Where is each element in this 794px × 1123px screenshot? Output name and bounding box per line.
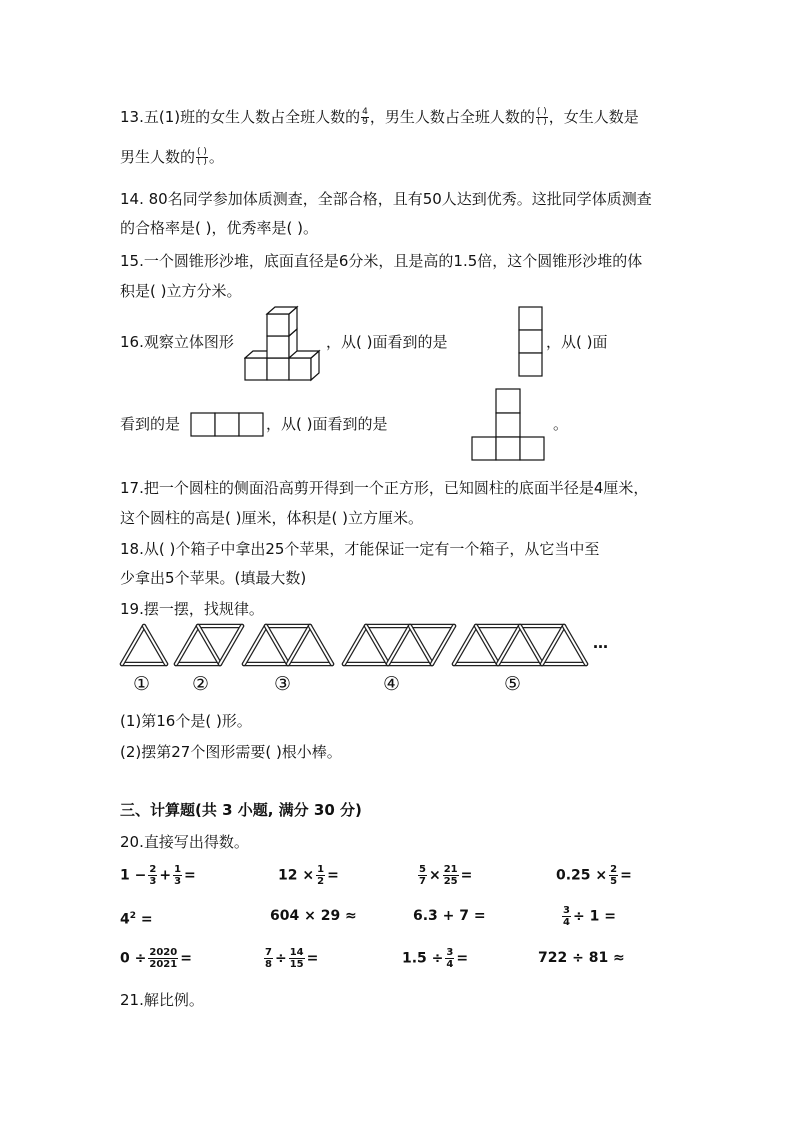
- matchstick-inner: [366, 626, 388, 664]
- calc-r2c3: 6.3 + 7 =: [413, 908, 486, 924]
- calc-r3c1: 0 ÷ $\frac{2020}{2021}$ =: [120, 947, 192, 970]
- calc-r1c4: 0.25 × $\frac{2}{5}$ =: [556, 864, 632, 887]
- q14-line2: 的合格率是( )，优秀率是( )。: [120, 219, 318, 237]
- q20-title: 20.直接写出得数。: [120, 833, 249, 851]
- matchstick-inner: [410, 626, 432, 664]
- matchstick-inner: [520, 626, 542, 664]
- matchstick-inner: [388, 626, 410, 664]
- q18-line1: 18.从( )个箱子中拿出25个苹果，才能保证一定有一个箱子，从它当中至: [120, 540, 600, 558]
- q14-line1: 14. 80名同学参加体质测查，全部合格，且有50人达到优秀。这批同学体质测查: [120, 190, 652, 208]
- matchstick-inner: [122, 626, 144, 664]
- blank-fraction[interactable]: $\frac{( )}{( )}$: [536, 107, 547, 127]
- matchstick-inner: [220, 626, 242, 664]
- fraction: $\frac{4}{9}$: [362, 107, 368, 127]
- calc-r3c4: 722 ÷ 81 ≈: [538, 950, 625, 966]
- matchstick-inner: [344, 626, 366, 664]
- view-t-shape: [471, 388, 545, 462]
- pattern-label-2: ②: [192, 673, 210, 695]
- matchstick-inner: [244, 626, 266, 664]
- q15-line1: 15.一个圆锥形沙堆，底面直径是6分米，且是高的1.5倍，这个圆锥形沙堆的体: [120, 252, 643, 270]
- calc-r1c2: 12 × $\frac{1}{2}$ =: [278, 864, 339, 887]
- matchstick-inner: [564, 626, 586, 664]
- q15-line2: 积是( )立方分米。: [120, 282, 242, 300]
- q16-text-a: 16.观察立体图形: [120, 333, 234, 351]
- matchstick-inner: [432, 626, 454, 664]
- q13-line2: 男生人数的 $\frac{( )}{( )}$ 。: [120, 147, 224, 167]
- solid-figure-3d: [244, 302, 326, 382]
- calc-r3c2: $\frac{7}{8}$ ÷ $\frac{14}{15}$ =: [265, 947, 319, 970]
- q18-line2: 少拿出5个苹果。(填最大数): [120, 569, 307, 587]
- calc-r1c3: $\frac{5}{7}$ × $\frac{21}{25}$ =: [419, 864, 473, 887]
- ellipsis: …: [593, 634, 608, 652]
- view-column-3: [518, 306, 544, 378]
- matchstick-inner: [144, 626, 166, 664]
- q16-text-d: 看到的是: [120, 415, 181, 433]
- q17-line1: 17.把一个圆柱的侧面沿高剪开得到一个正方形，已知圆柱的底面半径是4厘米，: [120, 479, 649, 497]
- matchstick-inner: [498, 626, 520, 664]
- matchstick-inner: [454, 626, 476, 664]
- matchstick-inner: [476, 626, 498, 664]
- calc-r2c1: $4^2$ =: [120, 911, 153, 928]
- q17-line2: 这个圆柱的高是( )厘米，体积是( )立方厘米。: [120, 509, 423, 527]
- pattern-label-4: ④: [383, 673, 401, 695]
- q19-title: 19.摆一摆，找规律。: [120, 600, 264, 618]
- q16-text-f: 。: [553, 415, 569, 433]
- calc-r2c2: 604 × 29 ≈: [270, 908, 357, 924]
- calc-r2c4: $\frac{3}{4}$ ÷ 1 =: [563, 905, 616, 928]
- q16-text-c: ，从( )面: [546, 333, 608, 351]
- q13-line1: 13.五(1)班的女生人数占全班人数的 $\frac{4}{9}$ ，男生人数占全班人数的 $\frac{( )}{( )}$ ，女生人数是: [120, 107, 639, 127]
- pattern-label-3: ③: [274, 673, 292, 695]
- calc-r1c1: 1 − $\frac{2}{3}$ + $\frac{1}{3}$ =: [120, 864, 196, 887]
- pattern-label-5: ⑤: [504, 673, 522, 695]
- blank-fraction[interactable]: $\frac{( )}{( )}$: [197, 147, 207, 167]
- q19-part1: (1)第16个是( )形。: [120, 712, 252, 730]
- pattern-label-1: ①: [133, 673, 151, 695]
- section-title: 三、计算题(共 3 小题, 满分 30 分): [120, 801, 362, 819]
- matchstick-inner: [198, 626, 220, 664]
- view-row-3: [190, 412, 264, 438]
- q19-part2: (2)摆第27个图形需要( )根小棒。: [120, 743, 342, 761]
- calc-r3c3: 1.5 ÷ $\frac{3}{4}$ =: [402, 947, 469, 970]
- matchstick-inner: [310, 626, 332, 664]
- matchstick-triangles: [118, 622, 598, 668]
- matchstick-inner: [288, 626, 310, 664]
- q16-text-e: ，从( )面看到的是: [266, 415, 388, 433]
- matchstick-inner: [542, 626, 564, 664]
- q16-text-b: ，从( )面看到的是: [326, 333, 448, 351]
- matchstick-inner: [176, 626, 198, 664]
- matchstick-inner: [266, 626, 288, 664]
- q21-title: 21.解比例。: [120, 991, 204, 1009]
